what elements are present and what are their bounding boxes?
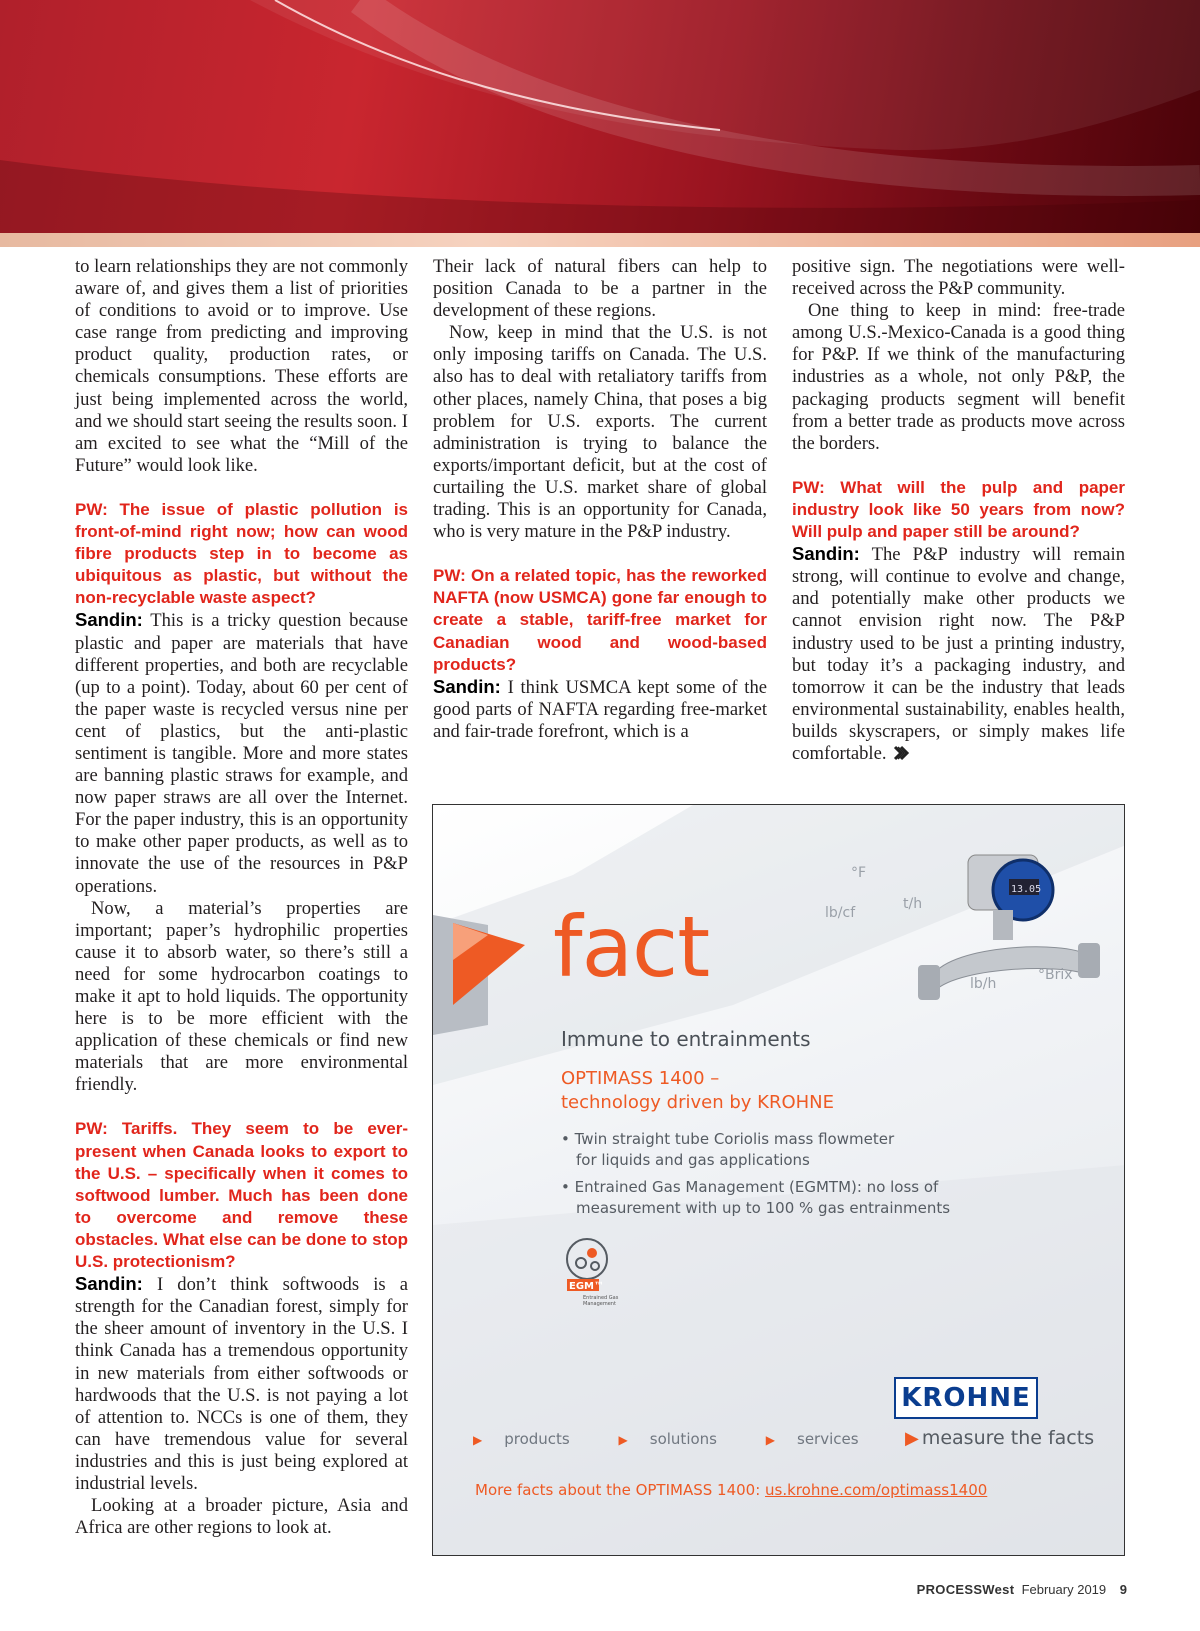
triangle-icon: ▶ <box>618 1433 628 1447</box>
solutions-link[interactable]: ▶ solutions <box>618 1430 717 1448</box>
egm-logo <box>561 1233 651 1313</box>
speaker-label: Sandin: <box>433 675 501 697</box>
answer-text: This is a tricky question because plastic and paper are materials that have different properties, and both are recyclable (up to a point). Today, about 60 per cent of the paper waste is recycled versus nine per cent of plastics, but the anti-plastic sentiment is tangible. More and more states are banning plastic straws for example, and now paper straws are all over the Internet. For the paper industry, this is an opportunity to make other paper products, as well as to innovate the use of the resources in P&P operations. <box>75 610 408 897</box>
magazine-name: PROCESSWest <box>916 1582 1015 1597</box>
unit-label-brix: °Brix <box>1038 967 1073 983</box>
egm-label: EGM™ <box>569 1281 604 1292</box>
paragraph: Looking at a broader picture, Asia and Africa are other regions to look at. <box>75 1495 408 1539</box>
egm-sub-2: Management <box>583 1301 616 1307</box>
egm-sub-1: Entrained Gas <box>583 1295 619 1301</box>
header-accent-bar <box>0 233 1200 247</box>
products-link[interactable]: ▶ products <box>473 1430 570 1448</box>
article-column-2 <box>433 256 767 743</box>
feature-bullet: • Twin straight tube Coriolis mass flowmeter for liquids and gas applications <box>561 1130 895 1169</box>
feature-bullet: • Entrained Gas Management (EGMTM): no loss of measurement with up to 100 % gas entrainments <box>561 1178 951 1217</box>
unit-label-lbcf: lb/cf <box>825 905 856 921</box>
question-plastic: PW: The issue of plastic pollution is front-of-mind right now; how can wood fibre products step in to become as ubiquitous as plastic, but without the non-recyclable waste aspect? <box>75 499 408 608</box>
ad-headline: fact <box>553 898 710 996</box>
speaker-label: Sandin: <box>75 1273 143 1295</box>
speaker-label: Sandin: <box>75 609 143 631</box>
paragraph: Their lack of natural fibers can help to position Canada to be a partner in the development of these regions. <box>433 256 767 322</box>
tagline-text: measure the facts <box>921 1427 1095 1449</box>
krohne-logo[interactable]: KROHNE <box>894 1377 1038 1419</box>
question-future: PW: What will the pulp and paper industry look like 50 years from now? Will pulp and paper still be around? <box>792 477 1125 542</box>
answer-text: I think USMCA kept some of the good parts of NAFTA regarding free-market and fair-trade forefront, which is a <box>433 676 767 742</box>
triangle-icon: ▶ <box>765 1433 775 1447</box>
header-banner <box>0 0 1200 233</box>
services-link[interactable]: ▶ services <box>765 1430 859 1448</box>
answer-plastic <box>75 609 408 897</box>
answer-tariffs <box>75 1273 408 1495</box>
page-number: 9 <box>1119 1582 1127 1597</box>
unit-label-th: t/h <box>903 896 923 912</box>
ad-product-title <box>561 1067 834 1115</box>
page-footer <box>917 1582 1127 1597</box>
triangle-icon: ▶ <box>473 1433 483 1447</box>
paragraph: Now, keep in mind that the U.S. is not only imposing tariffs on Canada. The U.S. also has to deal with retaliatory tariffs from other places, namely China, that poses a big problem for U.S. exports. The current administration is trying to balance the exports/important deficit, but at the cost of curtailing the U.S. market share of global trading. This is an opportunity for Canada, who is very mature in the P&P industry. <box>433 322 767 543</box>
article-column-3 <box>792 256 1125 765</box>
question-usmca: PW: On a related topic, has the reworked NAFTA (now USMCA) gone far enough to create a stable, tariff-free market for Canadian wood and wood-based products? <box>433 566 767 674</box>
speaker-label: Sandin: <box>792 543 860 565</box>
article-column-1 <box>75 256 408 1539</box>
answer-text: The P&P industry will remain strong, will continue to evolve and change, and potentially make other products we cannot envision right now. The P&P industry used to be just a printing industry, but today it’s a packaging industry, and tomorrow it can be the industry that leads environmental sustainability, enables health, builds skyscrapers, or simply makes life comfortable. <box>792 544 1125 764</box>
answer-usmca <box>433 676 767 743</box>
product-line-2: technology driven by KROHNE <box>561 1092 835 1113</box>
paragraph: One thing to keep in mind: free-trade among U.S.-Mexico-Canada is a good thing for P&P. If we think of the manufacturing industries as a whole, not only P&P, the packaging products segment will benefit from a better trade as products move across the borders. <box>792 300 1125 454</box>
orange-arrow-icon: ▶ <box>905 1428 919 1449</box>
unit-label-lbh: lb/h <box>970 976 997 992</box>
ad-tagline <box>905 1427 1094 1449</box>
product-line-1: OPTIMASS 1400 – <box>561 1068 720 1089</box>
paragraph: to learn relationships they are not commonly aware of, and gives them a list of priorities of conditions to avoid or to improve. Use case range from predicting and improving product quality, production rates, or chemicals consumptions. These efforts are just being implemented across the world, and we should start seeing the results soon. I am excited to see what the “Mill of the Future” would look like. <box>75 256 408 476</box>
question-tariffs: PW: Tariffs. They seem to be ever-present when Canada looks to export to the U.S. – specifically when it comes to softwood lumber. Much has been done to overcome and remove these obstacles. What else can be done to stop U.S. protectionism? <box>75 1119 408 1272</box>
ad-link-row <box>473 1430 903 1448</box>
optimass-url-link[interactable]: us.krohne.com/optimass1400 <box>765 1481 988 1499</box>
ad-feature-list <box>561 1129 1046 1225</box>
ad-subhead: Immune to entrainments <box>561 1027 811 1051</box>
end-of-article-icon <box>892 744 910 762</box>
banner-swoosh-graphic <box>0 0 1200 233</box>
answer-future <box>792 543 1125 765</box>
answer-text: I don’t think softwoods is a strength for the Canadian forest, simply for the sheer amount of inventory in the U.S. I think Canada has a tremendous opportunity in new materials from either softwoods or hardwoods that the U.S. is not paying a lot of attention to. NCCs is one of them, they can have tremendous value for several industries and this is just being explored at industrial levels. <box>75 1274 408 1494</box>
paragraph: Now, a material’s properties are important; paper’s hydrophilic properties cause it to absorb water, so there’s still a need for some hydrocarbon coatings to make it apt to hold liquids. The opportunity here is to be more efficient with the application of these chemicals or find new materials that are more environmental friendly. <box>75 897 408 1096</box>
flowmeter-image <box>913 835 1103 1005</box>
issue-date: February 2019 <box>1021 1582 1107 1597</box>
ad-more-info: More facts about the OPTIMASS 1400: us.krohne.com/optimass1400 <box>475 1481 988 1499</box>
krohne-advertisement[interactable] <box>432 804 1125 1556</box>
unit-label-f: °F <box>851 865 867 881</box>
paragraph: positive sign. The negotiations were well-received across the P&P community. <box>792 256 1125 300</box>
meter-display-value: 13.05 <box>1011 884 1042 895</box>
